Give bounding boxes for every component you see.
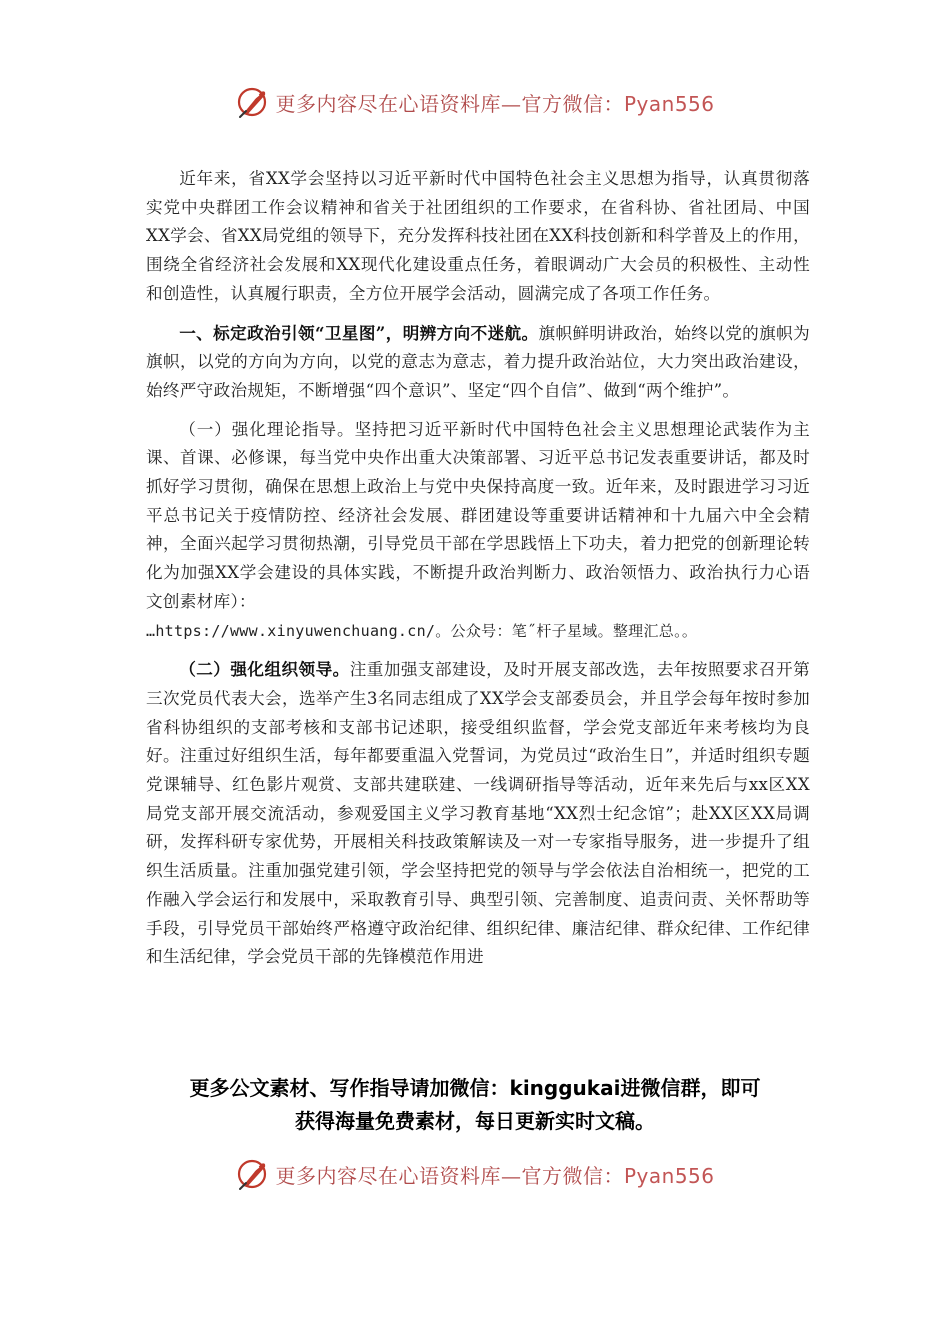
banner-text: 更多内容尽在心语资料库—官方微信： (275, 91, 624, 116)
banner-wechat-id: Pyan556 (623, 91, 715, 116)
paragraph-subsection-two (146, 655, 810, 972)
quill-pen-logo-icon (235, 84, 271, 120)
promo-line-2: 获得海量免费素材，每日更新实时文稿。 (295, 1109, 655, 1133)
banner-text: 更多内容尽在心语资料库—官方微信： (275, 1163, 624, 1188)
banner-wechat-id: Pyan556 (623, 1163, 715, 1188)
paragraph-text: 注重加强支部建设，及时开展支部改选，去年按照要求召开第三次党员代表大会，选举产生3名同志组成了XX学会支部委员会，并且学会每年按时参加省科协组织的支部考核和支部书记述职，接受组织监督，学会党支部近年来考核均为良好。注重过好组织生活，每年都要重温入党誓词，为党员过“政治生日”，并适时组织专题党课辅导、红色影片观赏、支部共建联建、一线调研指导等活动，近年来先后与xx区XX局党支部开展交流活动，参观爱国主义学习教育基地“XX烈士纪念馆”；赴XX区XX局调研，发挥科研专家优势，开展相关科技政策解读及一对一专家指导服务，进一步提升了组织生活质量。注重加强党建引领，学会坚持把党的领导与学会依法自治相统一，把党的工作融入学会运行和发展中，采取教育引导、典型引领、完善制度、追责问责、关怀帮助等手段，引导党员干部始终严格遵守政治纪律、组织纪律、廉洁纪律、群众纪律、工作纪律和生活纪律，学会党员干部的先锋模范作用进 (146, 660, 810, 967)
paragraph-text: 旗帜鲜明讲政治，始终以党的旗帜为旗帜，以党的方向为方向，以党的意志为意志，着力提升政治站位，大力突出政治建设，始终严守政治规矩，不断增强“四个意识”、坚定“四个自信”、做到“两个维护”。 (146, 323, 810, 400)
promo-notice (100, 1072, 850, 1138)
paragraph-section-one (146, 319, 810, 406)
paragraph-intro (146, 165, 810, 309)
banner-title (275, 1160, 714, 1189)
promo-line-1: 更多公文素材、写作指导请加微信：kinggukai进微信群，即可 (189, 1076, 761, 1100)
source-line: …https://www.xinyuwenchuang.cn/。公众号：笔˝杆子星域。整理汇总。。 (146, 621, 698, 640)
header-banner (0, 82, 950, 122)
document-body (146, 165, 810, 982)
footer-banner (0, 1154, 950, 1194)
banner-title (275, 88, 714, 117)
paragraph-text: 近年来，省XX学会坚持以习近平新时代中国特色社会主义思想为指导，认真贯彻落实党中央群团工作会议精神和省关于社团组织的工作要求，在省科协、省社团局、中国XX学会、省XX局党组的领导下，充分发挥科技社团在XX科技创新和科学普及上的作用，围绕全省经济社会发展和XX现代化建设重点任务，着眼调动广大会员的积极性、主动性和创造性，认真履行职责，全方位开展学会活动，圆满完成了各项工作任务。 (146, 169, 810, 303)
paragraph-text: （一）强化理论指导。坚持把习近平新时代中国特色社会主义思想理论武装作为主课、首课、必修课，每当党中央作出重大决策部署、习近平总书记发表重要讲话，都及时抓好学习贯彻，确保在思想上政治上与党中央保持高度一致。近年来，及时跟进学习习近平总书记关于疫情防控、经济社会发展、群团建设等重要讲话精神和十九届六中全会精神，全面兴起学习贯彻热潮，引导党员干部在学思践悟上下功夫，着力把党的创新理论转化为加强XX学会建设的具体实践，不断提升政治判断力、政治领悟力、政治执行力心语文创素材库）： (146, 419, 810, 611)
subsection-heading: （二）强化组织领导。 (179, 659, 350, 680)
section-heading: 一、标定政治引领“卫星图”，明辨方向不迷航。 (179, 322, 539, 343)
quill-pen-logo-icon (235, 1156, 271, 1192)
paragraph-subsection-one (146, 416, 810, 646)
